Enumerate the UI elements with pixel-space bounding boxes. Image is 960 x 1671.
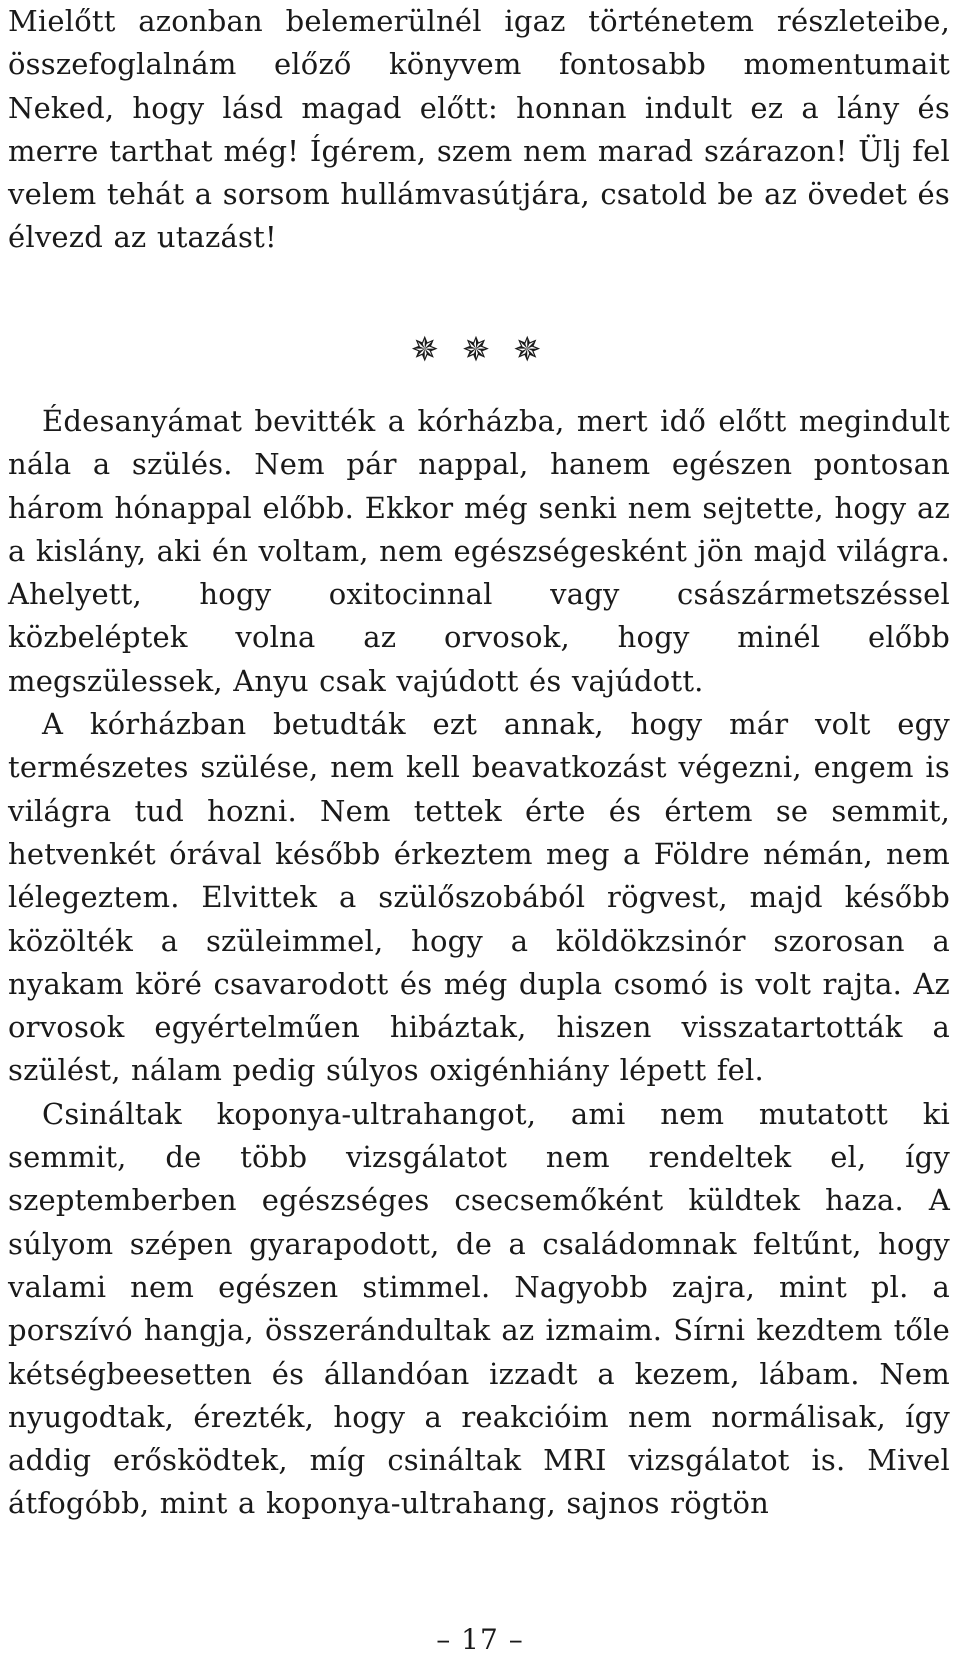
chapter-body [8, 400, 950, 1526]
body-paragraph-3: Csináltak koponya-ultrahangot, ami nem mutatott ki semmit, de több vizsgálatot nem rendeltek el, így szeptemberben egészséges csecsemőként küldtek haza. A súlyom szépen gyarapodott, de a családomnak feltűnt, hogy valami nem egészen stimmel. Nagyobb zajra, mint pl. a porszívó hangja, összerándultak az izmaim. Sírni kezdtem tőle kétségbeesetten és állandóan izzadt a kezem, lábam. Nem nyugodtak, érezték, hogy a reakcióim nem normálisak, így addig erősködtek, míg csináltak MRI vizsgálatot is. Mivel átfogóbb, mint a koponya-ultrahang, sajnos rögtön [8, 1096, 950, 1521]
section-break-ornament: ✵ ✵ ✵ [410, 330, 548, 370]
body-paragraph-1: Édesanyámat bevitték a kórházba, mert idő előtt megindult nála a szülés. Nem pár nappal, hanem egészen pontosan három hónappal előbb. Ekkor még senki nem sejtette, hogy az a kislány, aki én voltam, nem egészségesként jön majd világra. Ahelyett, hogy oxitocinnal vagy császármetszéssel közbeléptek volna az orvosok, hogy minél előbb megszülessek, Anyu csak vajúdott és vajúdott. [8, 404, 950, 698]
intro-paragraph: Mielőtt azonban belemerülnél igaz történetem részleteibe, összefoglalnám előző könyvem fontosabb momentumait Neked, hogy lásd magad előtt: honnan indult ez a lány és merre tarthat még! Ígérem, szem nem marad szárazon! Ülj fel velem tehát a sorsom hullámvasútjára, csatold be az övedet és élvezd az utazást! [8, 4, 950, 255]
body-paragraph-2: A kórházban betudták ezt annak, hogy már volt egy természetes szülése, nem kell beavatkozást végezni, engem is világra tud hozni. Nem tettek érte és értem se semmit, hetvenkét órával később érkeztem meg a Földre némán, nem lélegeztem. Elvittek a szülőszobából rögvest, majd később közölték a szüleimmel, hogy a köldökzsinór szorosan a nyakam köré csavarodott és még dupla csomó is volt rajta. Az orvosok egyértelműen hibáztak, hiszen visszatartották a szülést, nálam pedig súlyos oxigénhiány lépett fel. [8, 707, 950, 1088]
page-number: – 17 – [436, 1623, 524, 1656]
